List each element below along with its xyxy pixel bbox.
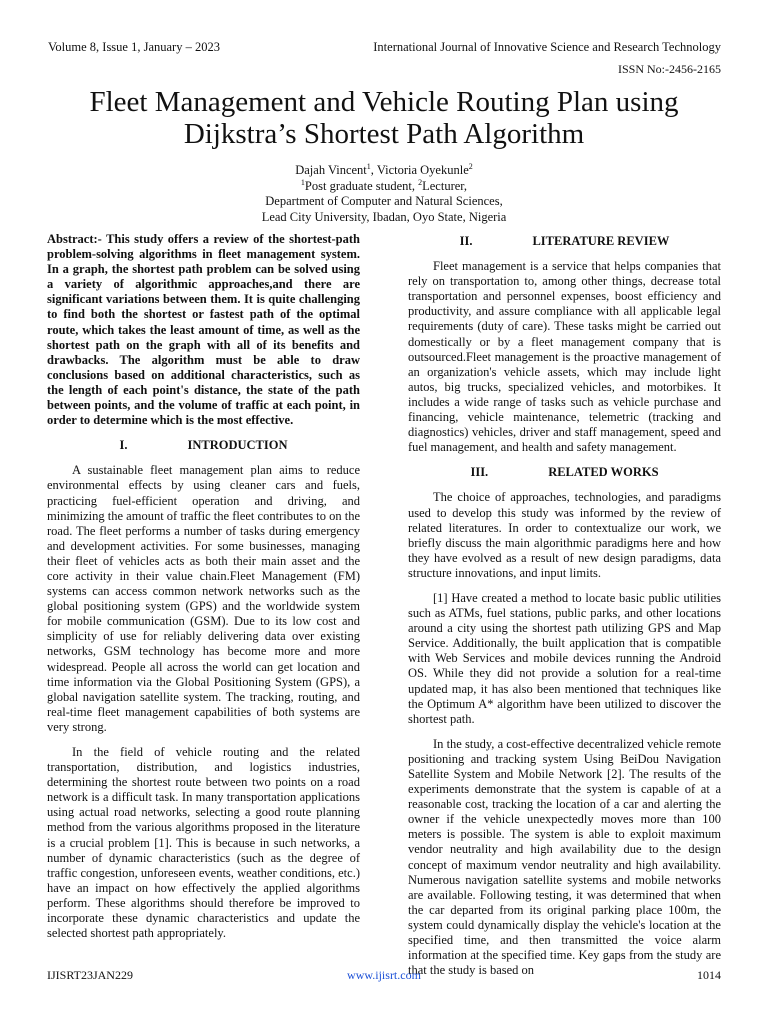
related-paragraph-1: The choice of approaches, technologies, and paradigms used to develop this study was informed by the review of related literatures. In order to contextualize our work, we briefly discuss the main algorithmic paradigms here and how they have evolved as a result of new design paradigms, data structure innovations, and input limits. <box>408 490 721 580</box>
author-university: Lead City University, Ibadan, Oyo State, Nigeria <box>261 209 507 224</box>
section-heading-related-works <box>408 465 721 480</box>
section-title: INTRODUCTION <box>187 438 288 453</box>
header-issn: ISSN No:-2456-2165 <box>617 62 721 76</box>
footer-url-link[interactable]: www.ijisrt.com <box>347 968 421 982</box>
author-block <box>40 163 728 225</box>
author-2-sup: 2 <box>468 161 473 171</box>
author-2: Victoria Oyekunle <box>376 163 469 177</box>
author-1-sup: 1 <box>366 161 371 171</box>
author-department: Department of Computer and Natural Sciences, <box>265 194 503 208</box>
role-2-sup: 2 <box>418 177 423 187</box>
footer-page-number: 1014 <box>697 968 721 982</box>
role-1: Post graduate student, <box>304 178 419 193</box>
intro-paragraph-2: In the field of vehicle routing and the related transportation, distribution, and logistics industries, determining the shortest route between two points on a road network is a difficult task. In many transportation applications using actual road networks, selecting a good route planning method from the various algorithms proposed in the literature is a crucial problem [1]. This is because in such networks, a number of dynamic characteristics (such as the degree of traffic congestion, unforeseen events, weather conditions, etc.) have an impact on how effectively the applied algorithms perform. These algorithms should therefore be improved to incorporate these dynamic characteristics and update the selected shortest path appropriately. <box>47 745 360 941</box>
left-column <box>47 232 360 951</box>
section-heading-literature-review <box>408 234 721 249</box>
abstract: Abstract:- This study offers a review of the shortest-path problem-solving algorithms in fleet management system. In a graph, the shortest path problem can be solved using a variety of algorithmic approaches,and there are significant variations between them. It is quite challenging to find both the shortest or fastest path of the optimal route, which takes the least amount of time, as well as the shortest path on the graph with all of its benefits and drawbacks. The algorithm must be able to draw conclusions based on additional characteristics, such as the length of each point's distance, the state of the path between points, and the volume of traffic at each point, in order to determine which is the most effective. <box>47 232 360 428</box>
section-number: I. <box>119 438 128 453</box>
role-1-sup: 1 <box>300 177 305 187</box>
paper-title <box>40 86 728 150</box>
author-names <box>40 163 728 179</box>
author-roles <box>40 179 728 195</box>
literature-paragraph-1: Fleet management is a service that helps companies that rely on transportation to, among other things, decrease total transportation and personnel expenses, boost efficiency and productivity, and assure compliance with all applicable legal requirements (duty of care). These tasks might be carried out domestically or by a fleet management company that is outsourced.Fleet management is the proactive management of an organization's vehicle assets, which may include light autos, big trucks, specialized vehicles, and motorbikes. It includes a wide range of tasks such as vehicle purchase and financing, vehicle maintenance, telemetric (tracking and diagnostics) vehicles, driver and staff management, speed and fuel management, and health and safety management. <box>408 259 721 455</box>
title-line-1: Fleet Management and Vehicle Routing Plan using <box>89 86 679 118</box>
footer-code: IJISRT23JAN229 <box>47 968 133 982</box>
related-paragraph-2: [1] Have created a method to locate basic public utilities such as ATMs, fuel stations, public parks, and other locations around a city using the shortest path utilizing GPS and Map Service. Additionally, the built application that is compatible with Web Services and mobile devices running the Android OS. While they did not provide a solution for a real-time updated map, it has also been mentioned that techniques like the Optimum A* algorithm have been utilized to discover the shortest path. <box>408 590 721 726</box>
title-line-2: Dijkstra’s Shortest Path Algorithm <box>183 118 585 150</box>
section-number: III. <box>470 465 489 480</box>
section-number: II. <box>459 234 473 248</box>
right-column <box>408 232 721 988</box>
header-journal: International Journal of Innovative Science and Research Technology <box>373 40 721 54</box>
author-separator: , <box>370 163 377 177</box>
role-2: Lecturer, <box>422 178 468 193</box>
related-paragraph-3: In the study, a cost-effective decentralized vehicle remote positioning and tracking system Using BeiDou Navigation Satellite System and Mobile Network [2]. The results of the experiments demonstrate that the system is capable of at a reasonable cost, tracking the location of a car and alerting the owner if the vehicle unexpectedly moves more than 100 meters is possible. The system is able to exploit maximum vendor neutrality and high availability due to the design concept of maximum vendor neutrality and high availability. Numerous navigation satellite systems and mobile networks are available. Following testing, it was determined that when the car departed from its original parking place 100m, the system could dynamically display the vehicle's location at the specified time, and then transmitted the voice alarm information at the specified time. Key gaps from the study are that the study is based on <box>408 736 721 978</box>
header-volume: Volume 8, Issue 1, January – 2023 <box>48 40 220 54</box>
author-1: Dajah Vincent <box>295 163 367 177</box>
section-title: RELATED WORKS <box>548 465 659 480</box>
intro-paragraph-1: A sustainable fleet management plan aims to reduce environmental effects by using cleaner cars and fuels, practicing fuel-efficient operation and driving, and minimizing the amount of traffic the fleet contributes to on the road. The fleet performs a number of tasks during emergency and development activities. For some businesses, managing their fleet of vehicles acts as both their main asset and the core activity in their value chain.Fleet Management (FM) systems can access common network networks such as the global positioning system (GPS) and the worldwide system for mobile communication (GSM). Due to its low cost and simplicity of use for reliably delivering data over existing networks, GSM technology has become more and more widespread. People all across the world can get location and time information via the Global Positioning System (GPS), a global navigation satellite system. The tracking, routing, and real-time fleet management capabilities of both systems are very strong. <box>47 463 360 734</box>
section-heading-introduction <box>47 438 360 453</box>
section-title: LITERATURE REVIEW <box>532 234 670 248</box>
